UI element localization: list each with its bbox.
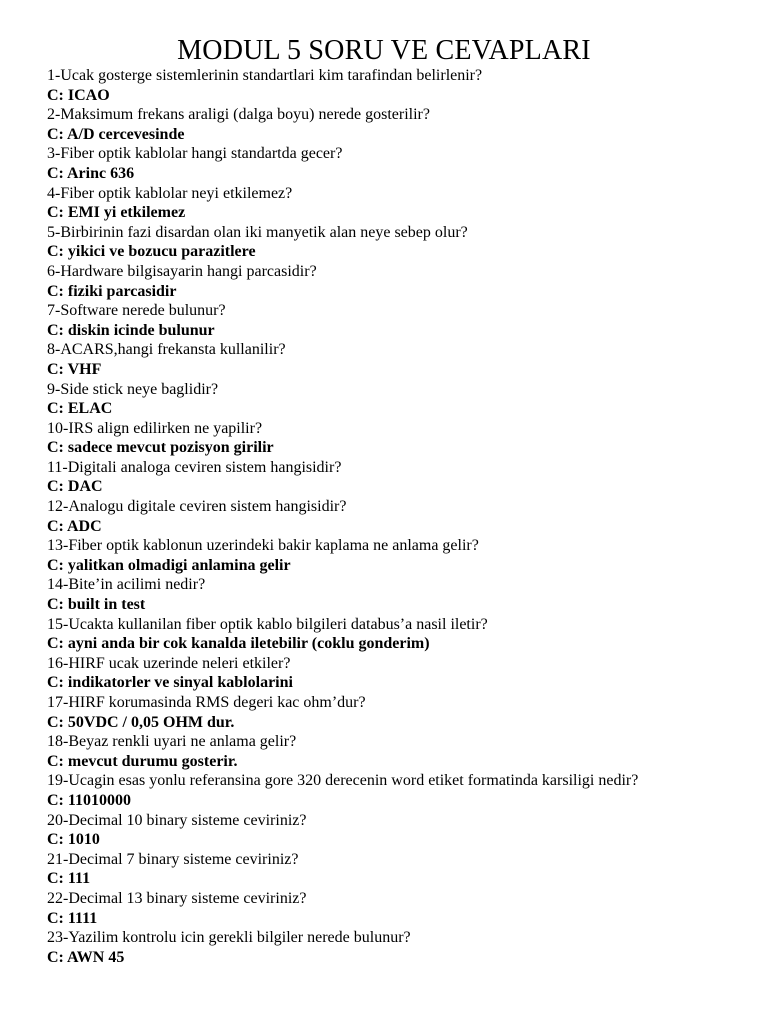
qa-item-12 bbox=[47, 497, 747, 536]
qa-item-5 bbox=[47, 223, 747, 262]
qa-item-18 bbox=[47, 732, 747, 771]
question-text: 13-Fiber optik kablonun uzerindeki bakir kaplama ne anlama gelir? bbox=[47, 537, 479, 555]
question-text: 5-Birbirinin fazi disardan olan iki manyetik alan neye sebep olur? bbox=[47, 223, 468, 241]
qa-item-22 bbox=[47, 889, 747, 928]
question-text: 1-Ucak gosterge sistemlerinin standartlari kim tarafindan belirlenir? bbox=[47, 67, 483, 84]
question-text: 16-HIRF ucak uzerinde neleri etkiler? bbox=[47, 654, 291, 672]
question-text: 9-Side stick neye baglidir? bbox=[47, 380, 219, 398]
question-text: 19-Ucagin esas yonlu referansina gore 320 derecenin word etiket formatinda karsiligi nedir? bbox=[47, 772, 639, 790]
qa-item-7 bbox=[47, 301, 747, 340]
answer-text: C: 111 bbox=[47, 870, 91, 888]
answer-text: C: DAC bbox=[47, 478, 103, 496]
qa-item-23 bbox=[47, 928, 747, 967]
qa-item-14 bbox=[47, 575, 747, 614]
answer-text: C: EMI yi etkilemez bbox=[47, 204, 186, 222]
qa-item-11 bbox=[47, 458, 747, 497]
answer-text: C: 11010000 bbox=[47, 791, 131, 809]
answer-text: C: ELAC bbox=[47, 400, 113, 418]
qa-item-13 bbox=[47, 536, 747, 575]
qa-item-16 bbox=[47, 654, 747, 693]
answer-text: C: diskin icinde bulunur bbox=[47, 321, 215, 339]
qa-item-2 bbox=[47, 105, 747, 144]
answer-text: C: indikatorler ve sinyal kablolarini bbox=[47, 674, 293, 692]
answer-text: C: 1010 bbox=[47, 831, 100, 849]
answer-text: C: 50VDC / 0,05 OHM dur. bbox=[47, 713, 235, 731]
question-text: 2-Maksimum frekans araligi (dalga boyu) nerede gosterilir? bbox=[47, 106, 430, 124]
question-text: 12-Analogu digitale ceviren sistem hangisidir? bbox=[47, 498, 347, 516]
question-text: 17-HIRF korumasinda RMS degeri kac ohm’dur? bbox=[47, 694, 366, 711]
answer-text: C: yalitkan olmadigi anlamina gelir bbox=[47, 556, 291, 574]
question-text: 4-Fiber optik kablolar neyi etkilemez? bbox=[47, 184, 293, 202]
answer-text: C: yikici ve bozucu parazitlere bbox=[47, 243, 256, 261]
question-text: 7-Software nerede bulunur? bbox=[47, 302, 226, 320]
question-text: 15-Ucakta kullanilan fiber optik kablo bilgileri databus’a nasil iletir? bbox=[47, 615, 488, 633]
question-text: 11-Digitali analoga ceviren sistem hangisidir? bbox=[47, 458, 342, 476]
answer-text: C: built in test bbox=[47, 596, 146, 614]
answer-text: C: 1111 bbox=[47, 909, 98, 927]
qa-item-10 bbox=[47, 419, 747, 458]
answer-text: C: ADC bbox=[47, 517, 102, 535]
answer-text: C: ayni anda bir cok kanalda iletebilir (coklu gonderim) bbox=[47, 635, 430, 653]
qa-item-21 bbox=[47, 850, 747, 889]
question-text: 10-IRS align edilirken ne yapilir? bbox=[47, 419, 263, 437]
question-text: 23-Yazilim kontrolu icin gerekli bilgiler nerede bulunur? bbox=[47, 929, 411, 947]
answer-text: C: AWN 45 bbox=[47, 948, 125, 966]
question-text: 14-Bite’in acilimi nedir? bbox=[47, 576, 206, 594]
question-text: 21-Decimal 7 binary sisteme ceviriniz? bbox=[47, 850, 299, 868]
question-text: 3-Fiber optik kablolar hangi standartda gecer? bbox=[47, 145, 343, 163]
answer-text: C: A/D cercevesinde bbox=[47, 125, 185, 143]
qa-item-17 bbox=[47, 693, 747, 732]
qa-item-3 bbox=[47, 144, 747, 183]
question-text: 18-Beyaz renkli uyari ne anlama gelir? bbox=[47, 733, 297, 751]
answer-text: C: VHF bbox=[47, 360, 102, 378]
qa-item-20 bbox=[47, 811, 747, 850]
question-text: 20-Decimal 10 binary sisteme ceviriniz? bbox=[47, 811, 307, 829]
qa-item-8 bbox=[47, 340, 747, 379]
qa-item-19 bbox=[47, 771, 747, 810]
qa-item-6 bbox=[47, 262, 747, 301]
answer-text: C: Arinc 636 bbox=[47, 164, 135, 182]
answer-text: C: mevcut durumu gosterir. bbox=[47, 752, 238, 770]
question-text: 8-ACARS,hangi frekansta kullanilir? bbox=[47, 341, 286, 359]
question-text: 6-Hardware bilgisayarin hangi parcasidir? bbox=[47, 262, 317, 280]
question-text: 22-Decimal 13 binary sisteme ceviriniz? bbox=[47, 889, 307, 907]
qa-item-15 bbox=[47, 615, 747, 654]
qa-item-9 bbox=[47, 380, 747, 419]
qa-list bbox=[47, 66, 747, 967]
qa-item-1 bbox=[47, 66, 747, 105]
answer-text: C: sadece mevcut pozisyon girilir bbox=[47, 439, 274, 457]
answer-text: C: ICAO bbox=[47, 86, 110, 104]
page-title: MODUL 5 SORU VE CEVAPLARI bbox=[177, 35, 591, 66]
answer-text: C: fiziki parcasidir bbox=[47, 282, 177, 300]
qa-item-4 bbox=[47, 184, 747, 223]
